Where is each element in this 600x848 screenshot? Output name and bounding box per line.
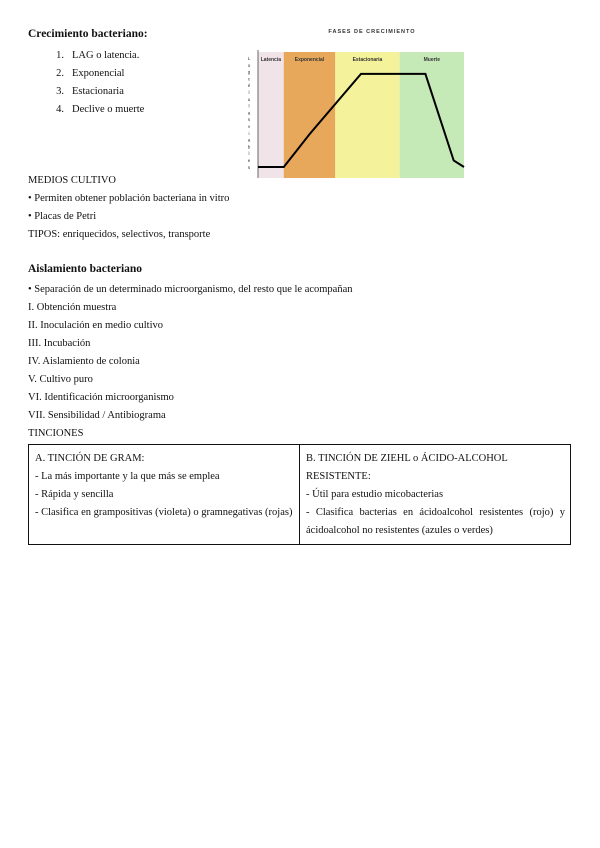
y-axis-label-char: l <box>248 151 250 157</box>
phase-label: Muerte <box>423 57 441 63</box>
aislamiento-heading: Aislamiento bacteriano <box>28 263 143 275</box>
gram-cell <box>29 445 300 545</box>
phases-list <box>40 47 144 119</box>
y-axis-label-char: v <box>247 124 251 129</box>
list-item: 2. Exponencial <box>56 68 125 79</box>
list-item: 3. Estacionaria <box>56 86 124 97</box>
phase-band-exponencial <box>284 52 336 178</box>
step-item: II. Inoculación en medio cultivo <box>28 320 163 331</box>
tinciones-table <box>28 444 571 545</box>
y-axis-label-char: b <box>247 144 251 150</box>
y-axis-label-char: s <box>247 164 251 170</box>
y-axis-label-char: a <box>247 137 251 143</box>
y-axis-label-char: s <box>247 117 251 123</box>
medios-tipos: TIPOS: enriquecidos, selectivos, transporte <box>28 229 211 240</box>
phase-band-latencia <box>258 52 284 178</box>
y-axis-label-char: a <box>247 110 251 116</box>
phase-label: Latencia <box>260 57 282 63</box>
y-axis-label-char: L <box>247 56 251 61</box>
list-item: 1. LAG o latencia. <box>56 50 140 61</box>
y-axis-label-char: l <box>248 103 250 109</box>
step-item: III. Incubación <box>28 338 91 349</box>
step-item: I. Obtención muestra <box>28 302 117 313</box>
ziehl-title: B. TINCIÓN DE ZIEHL o ÁCIDO-ALCOHOL RESISTENTE: <box>306 453 508 482</box>
list-item: 4. Declive o muerte <box>56 104 145 115</box>
step-item: VII. Sensibilidad / Antibiograma <box>28 410 166 421</box>
aislamiento-bullet: • Separación de un determinado microorganismo, del resto que le acompañan <box>28 284 353 295</box>
chart-title: FASES DE CRECIMIENTO <box>328 29 416 35</box>
gram-title: A. TINCIÓN DE GRAM: <box>35 453 145 464</box>
gram-line-1: - La más importante y la que más se emplea <box>35 471 220 482</box>
gram-line-2: - Rápida y sencilla <box>35 489 114 500</box>
step-item: V. Cultivo puro <box>28 374 93 385</box>
medios-bullet-2: • Placas de Petri <box>28 211 97 222</box>
phase-band-estacionaria <box>335 52 399 178</box>
medios-bullet-1: • Permiten obtener población bacteriana in vitro <box>28 193 230 204</box>
crecimiento-heading: Crecimiento bacteriano: <box>28 28 148 40</box>
ziehl-cell <box>300 445 571 545</box>
y-axis-label-char: l <box>248 90 250 95</box>
step-item: VI. Identificación microorganismo <box>28 392 174 403</box>
medios-heading: MEDIOS CULTIVO <box>28 175 116 186</box>
y-axis-label-char: i <box>248 130 250 136</box>
table-row <box>29 445 571 545</box>
ziehl-line-2: - Clasifica bacterias en ácidoalcohol resistentes (rojo) y ácidoalcohol no resistentes (azules o verdes) <box>306 507 565 536</box>
gram-line-3: - Clasifica en grampositivas (violeta) o gramnegativas (rojas) <box>35 507 293 518</box>
tinciones-heading: TINCIONES <box>28 428 84 439</box>
y-axis-label-char: é <box>247 83 251 89</box>
y-axis-label-char: o <box>247 62 251 68</box>
y-axis-label-char: e <box>247 158 251 163</box>
phase-label: Exponencial <box>294 57 325 63</box>
phase-label: Estacionaria <box>352 57 383 63</box>
ziehl-line-1: - Útil para estudio micobacterias <box>306 489 444 500</box>
y-axis-label-char: g <box>247 69 251 75</box>
growth-phases-chart <box>244 24 466 182</box>
phase-band-muerte <box>400 52 464 178</box>
y-axis-label-char: u <box>247 96 251 102</box>
y-axis-label-char: c <box>247 76 251 82</box>
step-item: IV. Aislamiento de colonia <box>28 356 140 367</box>
